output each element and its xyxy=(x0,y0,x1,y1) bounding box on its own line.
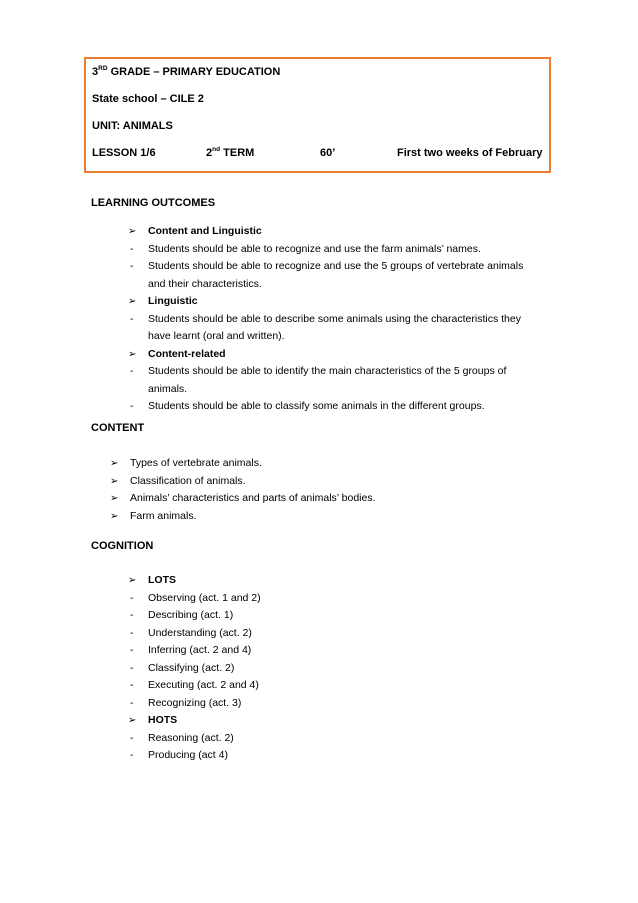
school-line: State school – CILE 2 xyxy=(92,93,204,105)
content-item: ➢ Types of vertebrate animals. xyxy=(130,455,376,473)
dash-bullet: - xyxy=(130,400,134,412)
lesson-period: First two weeks of February xyxy=(397,147,543,159)
outcome-group-content-related: ➢ Content-related xyxy=(148,346,523,364)
content-item: ➢ Classification of animals. xyxy=(130,473,376,491)
outcome-item-continuation: have learnt (oral and written). xyxy=(148,330,285,342)
content-list xyxy=(110,455,376,525)
arrow-bullet-icon: ➢ xyxy=(128,715,137,726)
cognition-heading: COGNITION xyxy=(91,540,154,552)
outcome-group-linguistic: ➢ Linguistic xyxy=(148,293,523,311)
arrow-bullet-icon: ➢ xyxy=(110,510,119,522)
outcome-item: - Students should be able to recognize and use the 5 groups of vertebrate animals xyxy=(148,258,523,276)
dash-bullet: - xyxy=(130,644,134,656)
outcome-group-content-linguistic: ➢ Content and Linguistic xyxy=(148,223,523,241)
outcome-item-continuation: and their characteristics. xyxy=(148,277,262,290)
cognition-item: - Describing (act. 1) xyxy=(148,607,261,625)
learning-outcomes-heading: LEARNING OUTCOMES xyxy=(91,197,216,209)
arrow-bullet-icon: ➢ xyxy=(110,458,119,469)
cognition-item: - Producing (act 4) xyxy=(148,747,261,765)
dash-bullet: - xyxy=(130,365,134,377)
arrow-bullet-icon: ➢ xyxy=(128,296,137,307)
dash-bullet: - xyxy=(130,679,134,691)
cognition-item: - Recognizing (act. 3) xyxy=(148,695,261,713)
dash-bullet: - xyxy=(130,242,134,255)
cognition-item: - Inferring (act. 2 and 4) xyxy=(148,642,261,660)
outcome-item: - Students should be able to identify the main characteristics of the 5 groups of xyxy=(148,363,523,381)
dash-bullet: - xyxy=(130,731,134,744)
dash-bullet: - xyxy=(130,661,134,674)
cognition-item: - Observing (act. 1 and 2) xyxy=(148,590,261,608)
arrow-bullet-icon: ➢ xyxy=(110,493,119,504)
content-item: ➢ Farm animals. xyxy=(130,508,376,526)
term-label: 2nd TERM xyxy=(206,146,255,159)
dash-bullet: - xyxy=(130,609,134,621)
dash-bullet: - xyxy=(130,260,134,272)
outcome-item: - Students should be able to recognize and use the farm animals’ names. xyxy=(148,241,523,259)
arrow-bullet-icon: ➢ xyxy=(128,575,137,586)
dash-bullet: - xyxy=(130,749,134,761)
arrow-bullet-icon: ➢ xyxy=(128,226,137,237)
dash-bullet: - xyxy=(130,312,134,325)
learning-outcomes-list xyxy=(128,223,524,416)
cognition-list xyxy=(128,572,261,765)
arrow-bullet-icon: ➢ xyxy=(110,475,119,487)
outcome-item-continuation: animals. xyxy=(148,382,188,395)
outcome-item: - Students should be able to describe some animals using the characteristics they xyxy=(148,311,523,329)
cognition-item: - Executing (act. 2 and 4) xyxy=(148,677,261,695)
lesson-duration: 60’ xyxy=(320,147,336,159)
grade-line: 3RD GRADE – PRIMARY EDUCATION xyxy=(92,65,281,78)
content-heading: CONTENT xyxy=(91,422,145,434)
cognition-group-lots: ➢ LOTS xyxy=(148,572,261,590)
unit-line: UNIT: ANIMALS xyxy=(92,120,173,132)
cognition-item: - Understanding (act. 2) xyxy=(148,625,261,643)
dash-bullet: - xyxy=(130,626,134,639)
cognition-item: - Reasoning (act. 2) xyxy=(148,730,261,748)
arrow-bullet-icon: ➢ xyxy=(128,348,137,360)
dash-bullet: - xyxy=(130,591,134,604)
lesson-number: LESSON 1/6 xyxy=(92,147,156,159)
cognition-group-hots: ➢ HOTS xyxy=(148,712,261,730)
content-item: ➢ Animals’ characteristics and parts of animals’ bodies. xyxy=(130,490,376,508)
cognition-item: - Classifying (act. 2) xyxy=(148,660,261,678)
outcome-item: - Students should be able to classify some animals in the different groups. xyxy=(148,398,523,416)
dash-bullet: - xyxy=(130,696,134,709)
